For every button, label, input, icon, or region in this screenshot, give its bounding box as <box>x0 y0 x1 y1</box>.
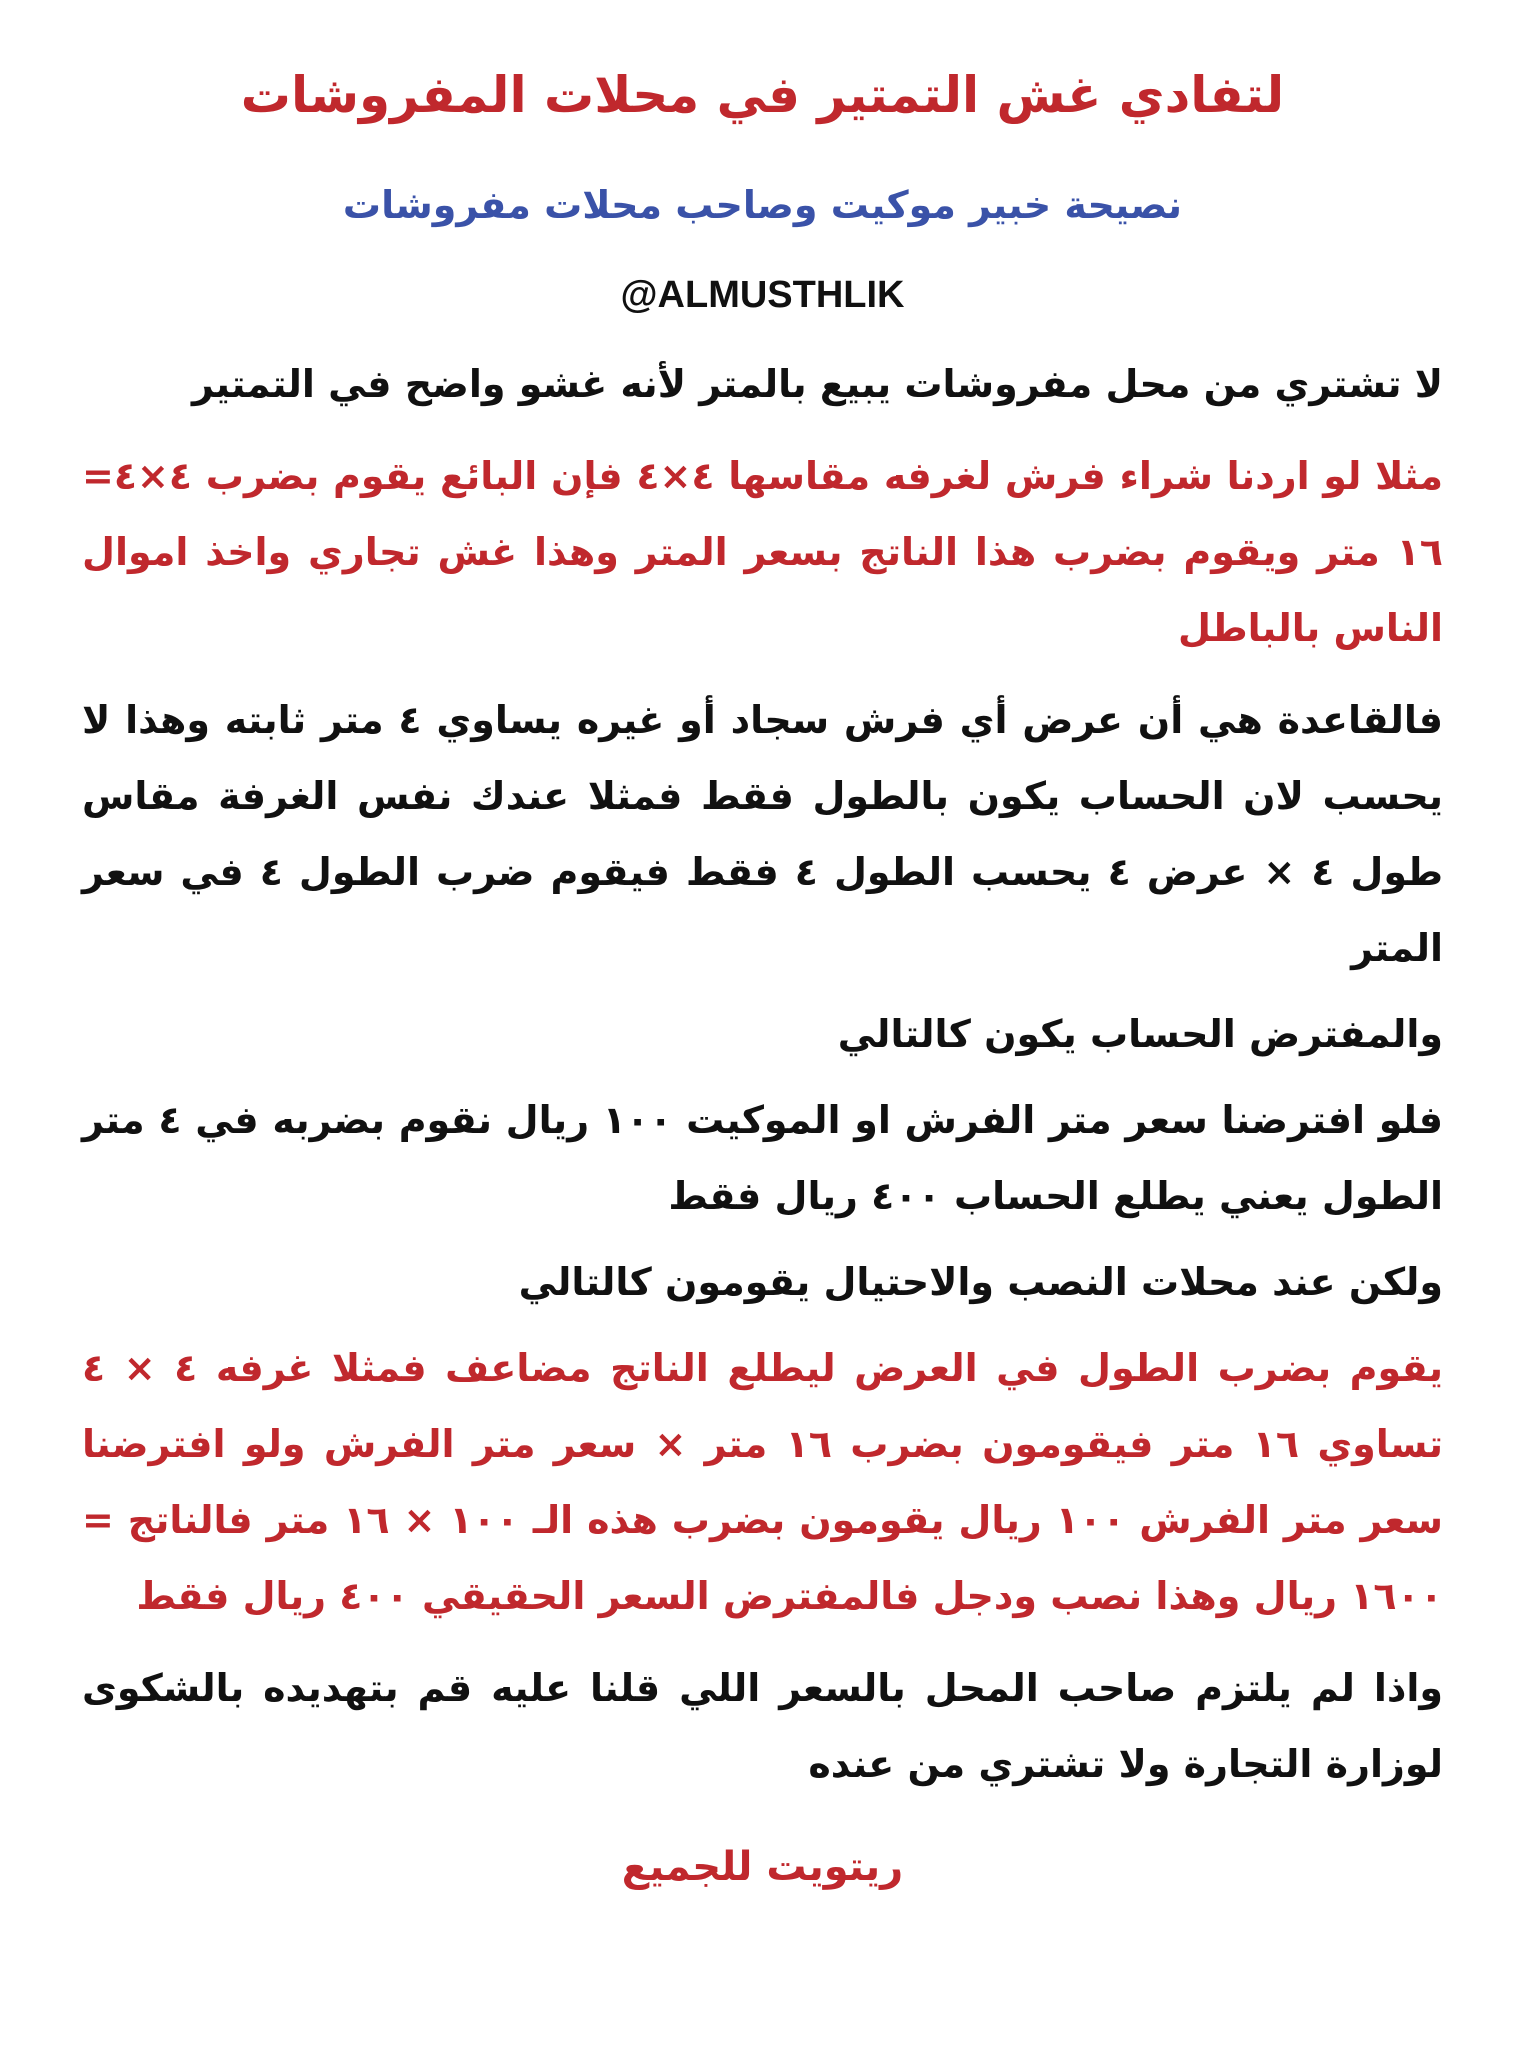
paragraph-correct-calc: فلو افترضنا سعر متر الفرش او الموكيت ١٠٠ ريال نقوم بضربه في ٤ متر الطول يعني يطلع الحساب ٤٠٠ ريال فقط <box>82 1098 1443 1218</box>
paragraph-intro: لا تشتري من محل مفروشات يبيع بالمتر لأنه غشو واضح في التمتير <box>191 362 1443 406</box>
paragraph-rule: فالقاعدة هي أن عرض أي فرش سجاد أو غيره يساوي ٤ متر ثابته وهذا لا يحسب لان الحساب يكون بالطول فقط فمثلا عندك نفس الغرفة مقاس طول ٤ × عرض ٤ يحسب الطول ٤ فقط فيقوم ضرب الطول ٤ في سعر المتر <box>82 698 1443 970</box>
page-title: لتفادي غش التمتير في محلات المفروشات <box>240 66 1285 124</box>
paragraph-correct-heading: والمفترض الحساب يكون كالتالي <box>837 1012 1443 1056</box>
author-handle: @ALMUSTHLIK <box>620 274 905 316</box>
paragraph-fraud-calc: يقوم بضرب الطول في العرض ليطلع الناتج مضاعف فمثلا غرفه ٤ × ٤ تساوي ١٦ متر فيقومون بضرب ١٦ متر × سعر متر الفرش ولو افترضنا سعر متر الفرش ١٠٠ ريال يقومون بضرب هذه الـ ١٠٠ × ١٦ متر فالناتج = ١٦٠٠ ريال وهذا نصب ودجل فالمفترض السعر الحقيقي ٤٠٠ ريال فقط <box>82 1346 1444 1618</box>
paragraph-example: مثلا لو اردنا شراء فرش لغرفه مقاسها ٤×٤ فإن البائع يقوم بضرب ٤×٤= ١٦ متر ويقوم بضرب هذا الناتج بسعر المتر وهذا غش تجاري واخذ اموال الناس بالباطل <box>82 454 1443 650</box>
closing-retweet: ريتويت للجميع <box>621 1844 904 1890</box>
paragraph-complaint: واذا لم يلتزم صاحب المحل بالسعر اللي قلنا عليه قم بتهديده بالشكوى لوزارة التجارة ولا تشتري من عنده <box>82 1666 1443 1786</box>
page-subtitle: نصيحة خبير موكيت وصاحب محلات مفروشات <box>342 183 1183 227</box>
paragraph-fraud-heading: ولكن عند محلات النصب والاحتيال يقومون كالتالي <box>518 1260 1443 1304</box>
